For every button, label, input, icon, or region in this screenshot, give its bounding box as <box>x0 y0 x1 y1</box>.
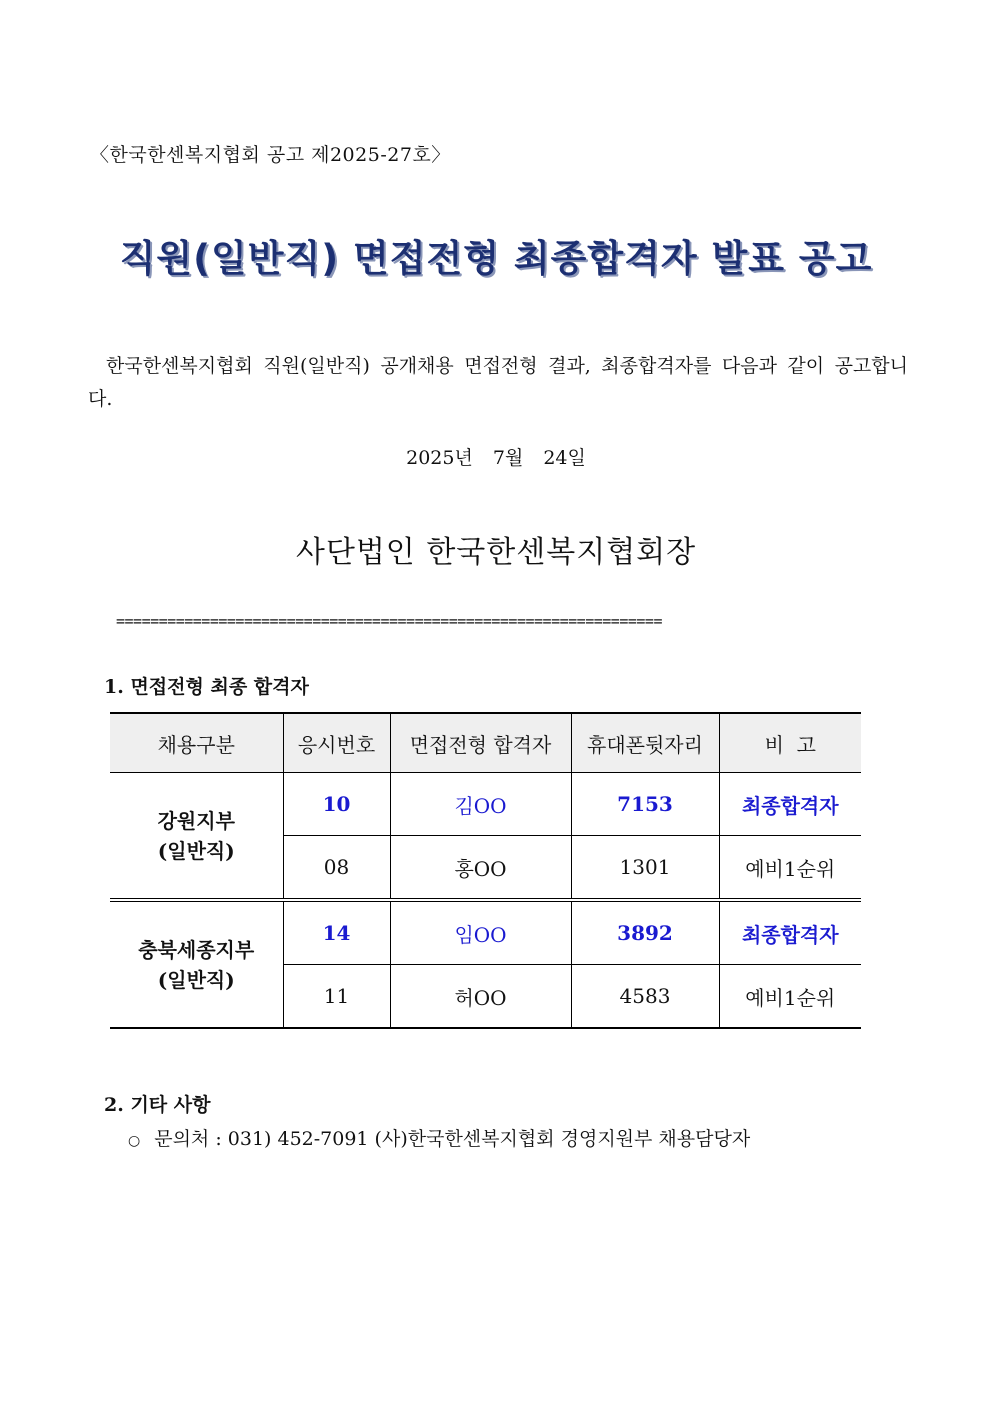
section1-heading: 1. 면접전형 최종 합격자 <box>104 676 309 698</box>
number-cell: 10 <box>283 773 390 836</box>
bullet-icon: ○ <box>128 1133 141 1149</box>
number-cell: 14 <box>283 900 390 965</box>
header-number: 응시번호 <box>283 713 390 773</box>
document-title: 직원(일반직) 면접전형 최종합격자 발표 공고 <box>119 237 873 280</box>
phone-cell: 1301 <box>571 836 719 901</box>
section2-heading: 2. 기타 사항 <box>104 1094 211 1116</box>
table-row <box>110 773 861 836</box>
note-cell: 예비1순위 <box>719 965 861 1029</box>
name-cell: 허OO <box>390 965 571 1029</box>
header-phone: 휴대폰뒷자리 <box>571 713 719 773</box>
results-table <box>110 712 861 1029</box>
category-cell: 강원지부 (일반직) <box>110 773 283 901</box>
table-header-row <box>110 713 861 773</box>
intro-paragraph: 한국한센복지협회 직원(일반직) 공개채용 면접전형 결과, 최종합격자를 다음과 같이 공고합니다. <box>88 355 908 410</box>
organization-name: 사단법인 한국한센복지협회장 <box>295 535 697 570</box>
number-cell: 08 <box>283 836 390 901</box>
header-category: 채용구분 <box>110 713 283 773</box>
phone-cell: 3892 <box>571 900 719 965</box>
note-cell: 예비1순위 <box>719 836 861 901</box>
name-cell: 김OO <box>390 773 571 836</box>
number-cell: 11 <box>283 965 390 1029</box>
category-cell: 충북세종지부 (일반직) <box>110 900 283 1028</box>
notice-number: 〈한국한센복지협회 공고 제2025-27호〉 <box>90 144 451 166</box>
contact-line <box>128 1124 750 1151</box>
phone-cell: 7153 <box>571 773 719 836</box>
phone-cell: 4583 <box>571 965 719 1029</box>
announcement-date: 2025년 7월 24일 <box>406 447 586 469</box>
table-row <box>110 900 861 965</box>
header-note: 비 고 <box>719 713 861 773</box>
divider-line: ================================================================ <box>116 612 662 630</box>
name-cell: 홍OO <box>390 836 571 901</box>
note-cell: 최종합격자 <box>719 900 861 965</box>
header-name: 면접전형 합격자 <box>390 713 571 773</box>
note-cell: 최종합격자 <box>719 773 861 836</box>
name-cell: 임OO <box>390 900 571 965</box>
contact-text: 문의처 : 031) 452-7091 (사)한국한센복지협회 경영지원부 채용담당자 <box>154 1128 751 1150</box>
